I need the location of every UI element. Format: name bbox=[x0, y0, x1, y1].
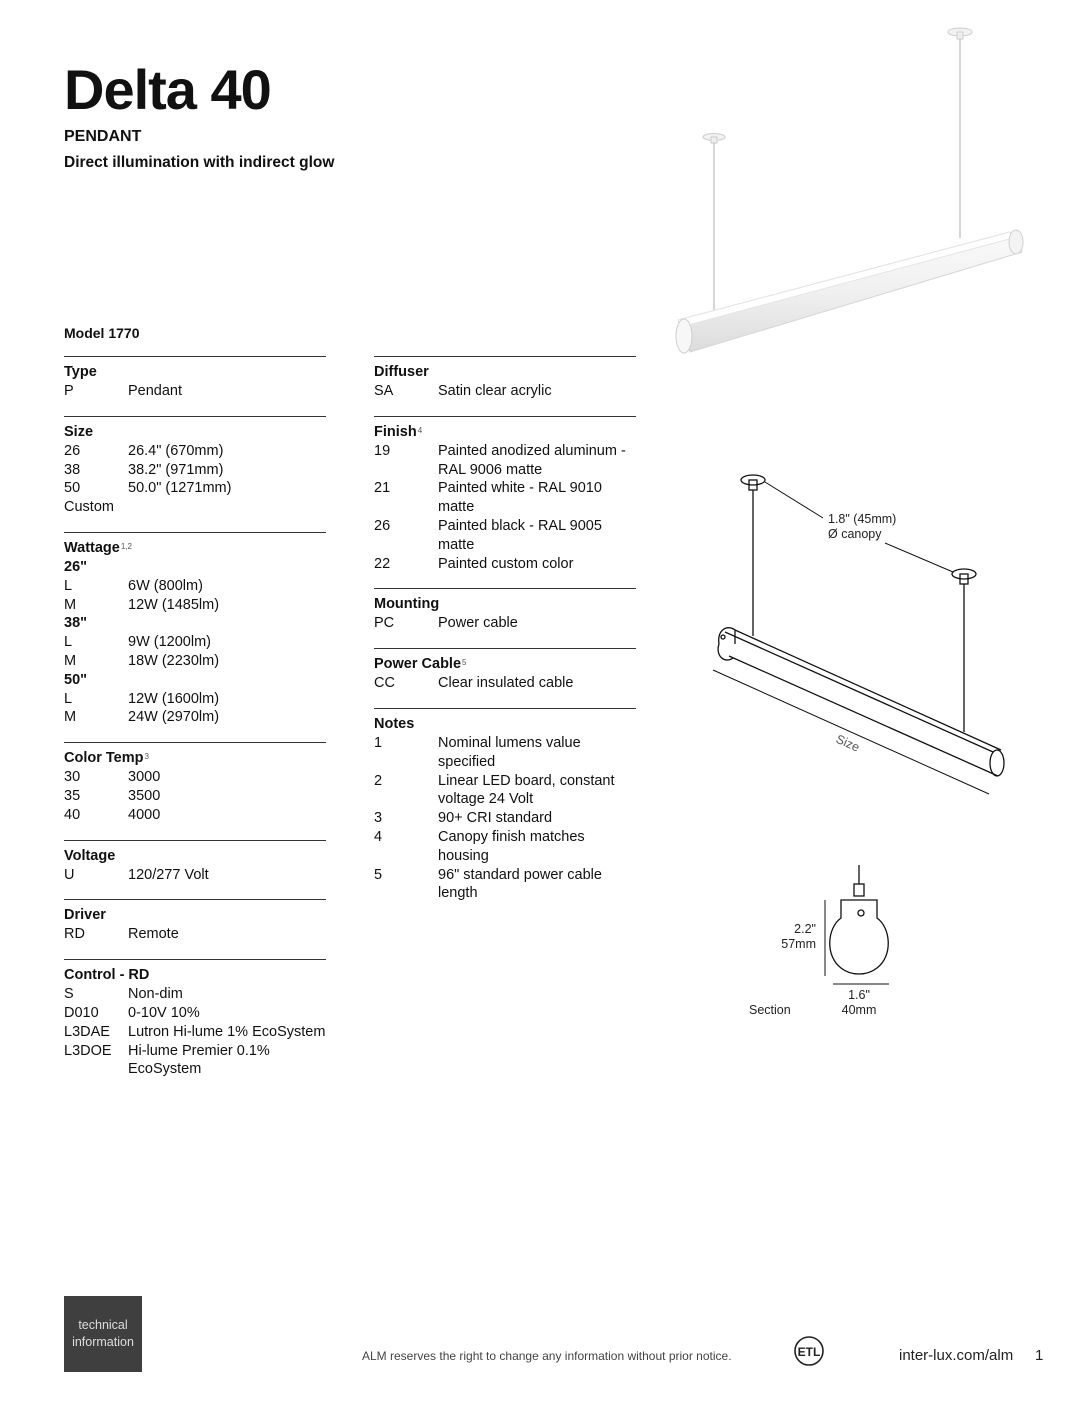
section-notes bbox=[374, 708, 636, 903]
spec-code: S bbox=[64, 986, 74, 1003]
section-driver bbox=[64, 899, 326, 944]
spec-row bbox=[374, 517, 636, 555]
spec-column-middle bbox=[374, 356, 636, 918]
section-height-metric: 57mm bbox=[781, 937, 816, 951]
section-heading bbox=[374, 595, 636, 614]
dim-fixture-body bbox=[718, 628, 1004, 776]
spec-column-left bbox=[64, 356, 326, 1094]
canopy-left bbox=[703, 134, 725, 144]
spec-row bbox=[374, 442, 636, 480]
footnote-ref: 4 bbox=[417, 425, 423, 435]
spec-row bbox=[64, 1023, 326, 1042]
spec-code: Custom bbox=[64, 499, 114, 516]
spec-value: Painted custom color bbox=[438, 555, 574, 572]
etl-mark-text: ETL bbox=[797, 1345, 821, 1359]
section-heading-text: Notes bbox=[374, 715, 415, 732]
spec-row bbox=[374, 674, 636, 693]
section-heading bbox=[374, 655, 636, 674]
section-heading bbox=[64, 539, 326, 558]
etl-certification-icon bbox=[786, 1334, 834, 1370]
dimension-drawing bbox=[705, 460, 1035, 800]
spec-value: 50.0" (1271mm) bbox=[128, 480, 232, 497]
section-color-temp bbox=[64, 742, 326, 824]
page-title: Delta 40 bbox=[64, 58, 271, 121]
technical-info-tab bbox=[64, 1296, 142, 1372]
spec-code: 3 bbox=[374, 810, 383, 827]
spec-value: Satin clear acrylic bbox=[438, 383, 552, 399]
spec-row bbox=[64, 985, 326, 1004]
spec-row bbox=[64, 596, 326, 615]
product-tagline: Direct illumination with indirect glow bbox=[64, 154, 335, 171]
spec-value: 12W (1600lm) bbox=[128, 690, 220, 707]
size-group-label: 50" bbox=[64, 671, 88, 688]
spec-code: M bbox=[64, 596, 77, 613]
canopy-diameter-imperial: 1.8" (45mm) bbox=[828, 512, 897, 526]
spec-value: Painted white - RAL 9010 matte bbox=[438, 480, 602, 516]
spec-row bbox=[64, 652, 326, 671]
size-group-label: 26" bbox=[64, 558, 88, 575]
spec-code: M bbox=[64, 652, 77, 669]
spec-row bbox=[374, 479, 636, 517]
product-type-heading: PENDANT bbox=[64, 128, 142, 145]
section-width-label bbox=[834, 988, 884, 1018]
spec-row bbox=[64, 806, 326, 825]
spec-value: Pendant bbox=[128, 383, 183, 399]
spec-code: CC bbox=[374, 675, 395, 692]
spec-code: 19 bbox=[374, 442, 391, 459]
section-control bbox=[64, 959, 326, 1079]
spec-row bbox=[374, 809, 636, 828]
spec-row bbox=[374, 866, 636, 904]
spec-code: 22 bbox=[374, 555, 391, 572]
section-mounting bbox=[374, 588, 636, 633]
section-heading bbox=[64, 906, 326, 925]
spec-value: 18W (2230lm) bbox=[128, 652, 220, 669]
footnote-ref: 1,2 bbox=[120, 541, 132, 551]
spec-row bbox=[374, 734, 636, 772]
spec-value: 6W (800lm) bbox=[128, 577, 203, 594]
canopy-leader-line bbox=[765, 482, 823, 518]
spec-code: 2 bbox=[374, 772, 383, 789]
section-height-label bbox=[770, 922, 816, 952]
section-finish bbox=[374, 416, 636, 574]
spec-value: Power cable bbox=[438, 615, 518, 632]
spec-row bbox=[64, 498, 326, 517]
section-heading-text: Voltage bbox=[64, 847, 116, 864]
spec-row bbox=[64, 690, 326, 709]
canopy-right bbox=[948, 28, 972, 39]
page-number: 1 bbox=[1035, 1347, 1044, 1364]
section-voltage bbox=[64, 840, 326, 885]
spec-code: D010 bbox=[64, 1004, 99, 1021]
spec-code: U bbox=[64, 866, 75, 883]
section-heading bbox=[64, 423, 326, 442]
spec-value: Non-dim bbox=[128, 986, 183, 1003]
disclaimer: ALM reserves the right to change any information without prior notice. bbox=[362, 1349, 732, 1363]
spec-row bbox=[374, 555, 636, 574]
canopy-dimension-label bbox=[828, 512, 896, 542]
section-heading-text: Wattage bbox=[64, 539, 120, 556]
spec-code: PC bbox=[374, 615, 395, 632]
spec-value: 4000 bbox=[128, 806, 161, 823]
spec-row bbox=[64, 768, 326, 787]
spec-code: M bbox=[64, 709, 77, 726]
spec-row bbox=[64, 442, 326, 461]
footnote-ref: 3 bbox=[144, 752, 149, 762]
section-heading bbox=[64, 749, 326, 768]
tab-label-line1: technical bbox=[78, 1318, 128, 1332]
spec-row bbox=[64, 479, 326, 498]
section-type bbox=[64, 356, 326, 401]
spec-code: 21 bbox=[374, 480, 391, 497]
spec-row bbox=[64, 1004, 326, 1023]
spec-code: RD bbox=[64, 926, 85, 943]
spec-value: 38.2" (971mm) bbox=[128, 461, 224, 478]
section-heading bbox=[64, 966, 326, 985]
section-heading-text: Diffuser bbox=[374, 364, 429, 380]
spec-value: 96" standard power cable length bbox=[438, 866, 602, 902]
product-image bbox=[670, 20, 1030, 360]
spec-row bbox=[64, 708, 326, 727]
spec-row bbox=[64, 461, 326, 480]
spec-row bbox=[64, 1042, 326, 1080]
spec-code: 26 bbox=[374, 517, 391, 534]
size-group-label: 38" bbox=[64, 615, 88, 632]
spec-value: Painted anodized aluminum - RAL 9006 matte bbox=[438, 442, 626, 478]
spec-code: L3DOE bbox=[64, 1042, 112, 1059]
footnote-ref: 5 bbox=[462, 658, 467, 668]
spec-code: 35 bbox=[64, 787, 81, 804]
spec-row bbox=[64, 787, 326, 806]
section-heading-text: Control - RD bbox=[64, 967, 150, 984]
section-heading-text: Finish bbox=[374, 423, 417, 440]
section-power-cable bbox=[374, 648, 636, 693]
dim-canopy-left bbox=[741, 475, 765, 490]
canopy-leader-line-2 bbox=[885, 543, 953, 572]
section-height-imperial: 2.2" bbox=[794, 922, 816, 936]
size-label: Size bbox=[833, 731, 862, 755]
canopy-diameter-caption: Ø canopy bbox=[828, 527, 882, 541]
spec-row bbox=[64, 925, 326, 944]
section-width-imperial: 1.6" bbox=[848, 988, 870, 1002]
spec-code: 50 bbox=[64, 480, 81, 497]
section-heading-text: Power Cable bbox=[374, 656, 462, 673]
spec-code: 38 bbox=[64, 461, 81, 478]
spec-row bbox=[64, 633, 326, 652]
spec-code: 1 bbox=[374, 734, 383, 751]
section-wattage bbox=[64, 532, 326, 727]
spec-value: Linear LED board, constant voltage 24 Volt bbox=[438, 772, 615, 808]
spec-value: 9W (1200lm) bbox=[128, 634, 211, 651]
spec-code: SA bbox=[374, 383, 394, 399]
spec-value: Clear insulated cable bbox=[438, 675, 574, 692]
spec-code: 30 bbox=[64, 769, 81, 786]
spec-value: Hi-lume Premier 0.1% EcoSystem bbox=[128, 1042, 270, 1078]
spec-value: 0-10V 10% bbox=[128, 1004, 200, 1021]
spec-code: L3DAE bbox=[64, 1023, 110, 1040]
spec-value: Lutron Hi-lume 1% EcoSystem bbox=[128, 1023, 326, 1040]
section-diffuser bbox=[374, 356, 636, 401]
section-heading-text: Type bbox=[64, 364, 97, 380]
spec-code: P bbox=[64, 383, 74, 399]
section-width-metric: 40mm bbox=[841, 1003, 877, 1017]
spec-row bbox=[64, 577, 326, 596]
spec-value: 90+ CRI standard bbox=[438, 810, 553, 827]
spec-value: 3000 bbox=[128, 769, 161, 786]
spec-value bbox=[128, 498, 326, 517]
spec-value: Nominal lumens value specified bbox=[438, 734, 581, 770]
model-number: Model 1770 bbox=[64, 325, 140, 341]
spec-code: L bbox=[64, 690, 73, 707]
section-heading-text: Driver bbox=[64, 907, 106, 924]
section-heading bbox=[374, 363, 636, 382]
spec-code: L bbox=[64, 577, 73, 594]
section-drawing bbox=[815, 860, 905, 1000]
spec-value: Painted black - RAL 9005 matte bbox=[438, 517, 602, 553]
fixture-body bbox=[676, 230, 1023, 353]
spec-row bbox=[64, 382, 326, 401]
section-heading-text: Mounting bbox=[374, 596, 440, 613]
section-heading-text: Size bbox=[64, 423, 94, 440]
section-size bbox=[64, 416, 326, 517]
spec-value: 12W (1485lm) bbox=[128, 596, 220, 613]
spec-row bbox=[374, 614, 636, 633]
spec-code: 26 bbox=[64, 442, 81, 459]
spec-row bbox=[64, 866, 326, 885]
spec-value: Remote bbox=[128, 926, 179, 943]
spec-value: 26.4" (670mm) bbox=[128, 442, 224, 459]
section-clip bbox=[854, 884, 864, 896]
section-caption: Section bbox=[749, 1003, 791, 1017]
spec-value: 120/277 Volt bbox=[128, 866, 209, 883]
spec-row bbox=[374, 772, 636, 810]
dim-canopy-right bbox=[952, 569, 976, 584]
spec-code: 5 bbox=[374, 866, 383, 883]
section-heading bbox=[64, 847, 326, 866]
spec-code: 4 bbox=[374, 828, 383, 845]
website-url[interactable]: inter-lux.com/alm bbox=[899, 1347, 1014, 1364]
spec-row bbox=[374, 382, 636, 401]
spec-value: Canopy finish matches housing bbox=[438, 828, 585, 864]
section-heading-text: Color Temp bbox=[64, 750, 144, 767]
section-screw bbox=[858, 910, 864, 916]
spec-value: 3500 bbox=[128, 787, 161, 804]
tab-label-line2: information bbox=[72, 1335, 134, 1349]
section-heading bbox=[374, 423, 636, 442]
spec-code: 40 bbox=[64, 806, 81, 823]
spec-code: L bbox=[64, 634, 73, 651]
spec-row bbox=[374, 828, 636, 866]
spec-value: 24W (2970lm) bbox=[128, 709, 220, 726]
section-heading bbox=[374, 715, 636, 734]
section-heading bbox=[64, 363, 326, 382]
